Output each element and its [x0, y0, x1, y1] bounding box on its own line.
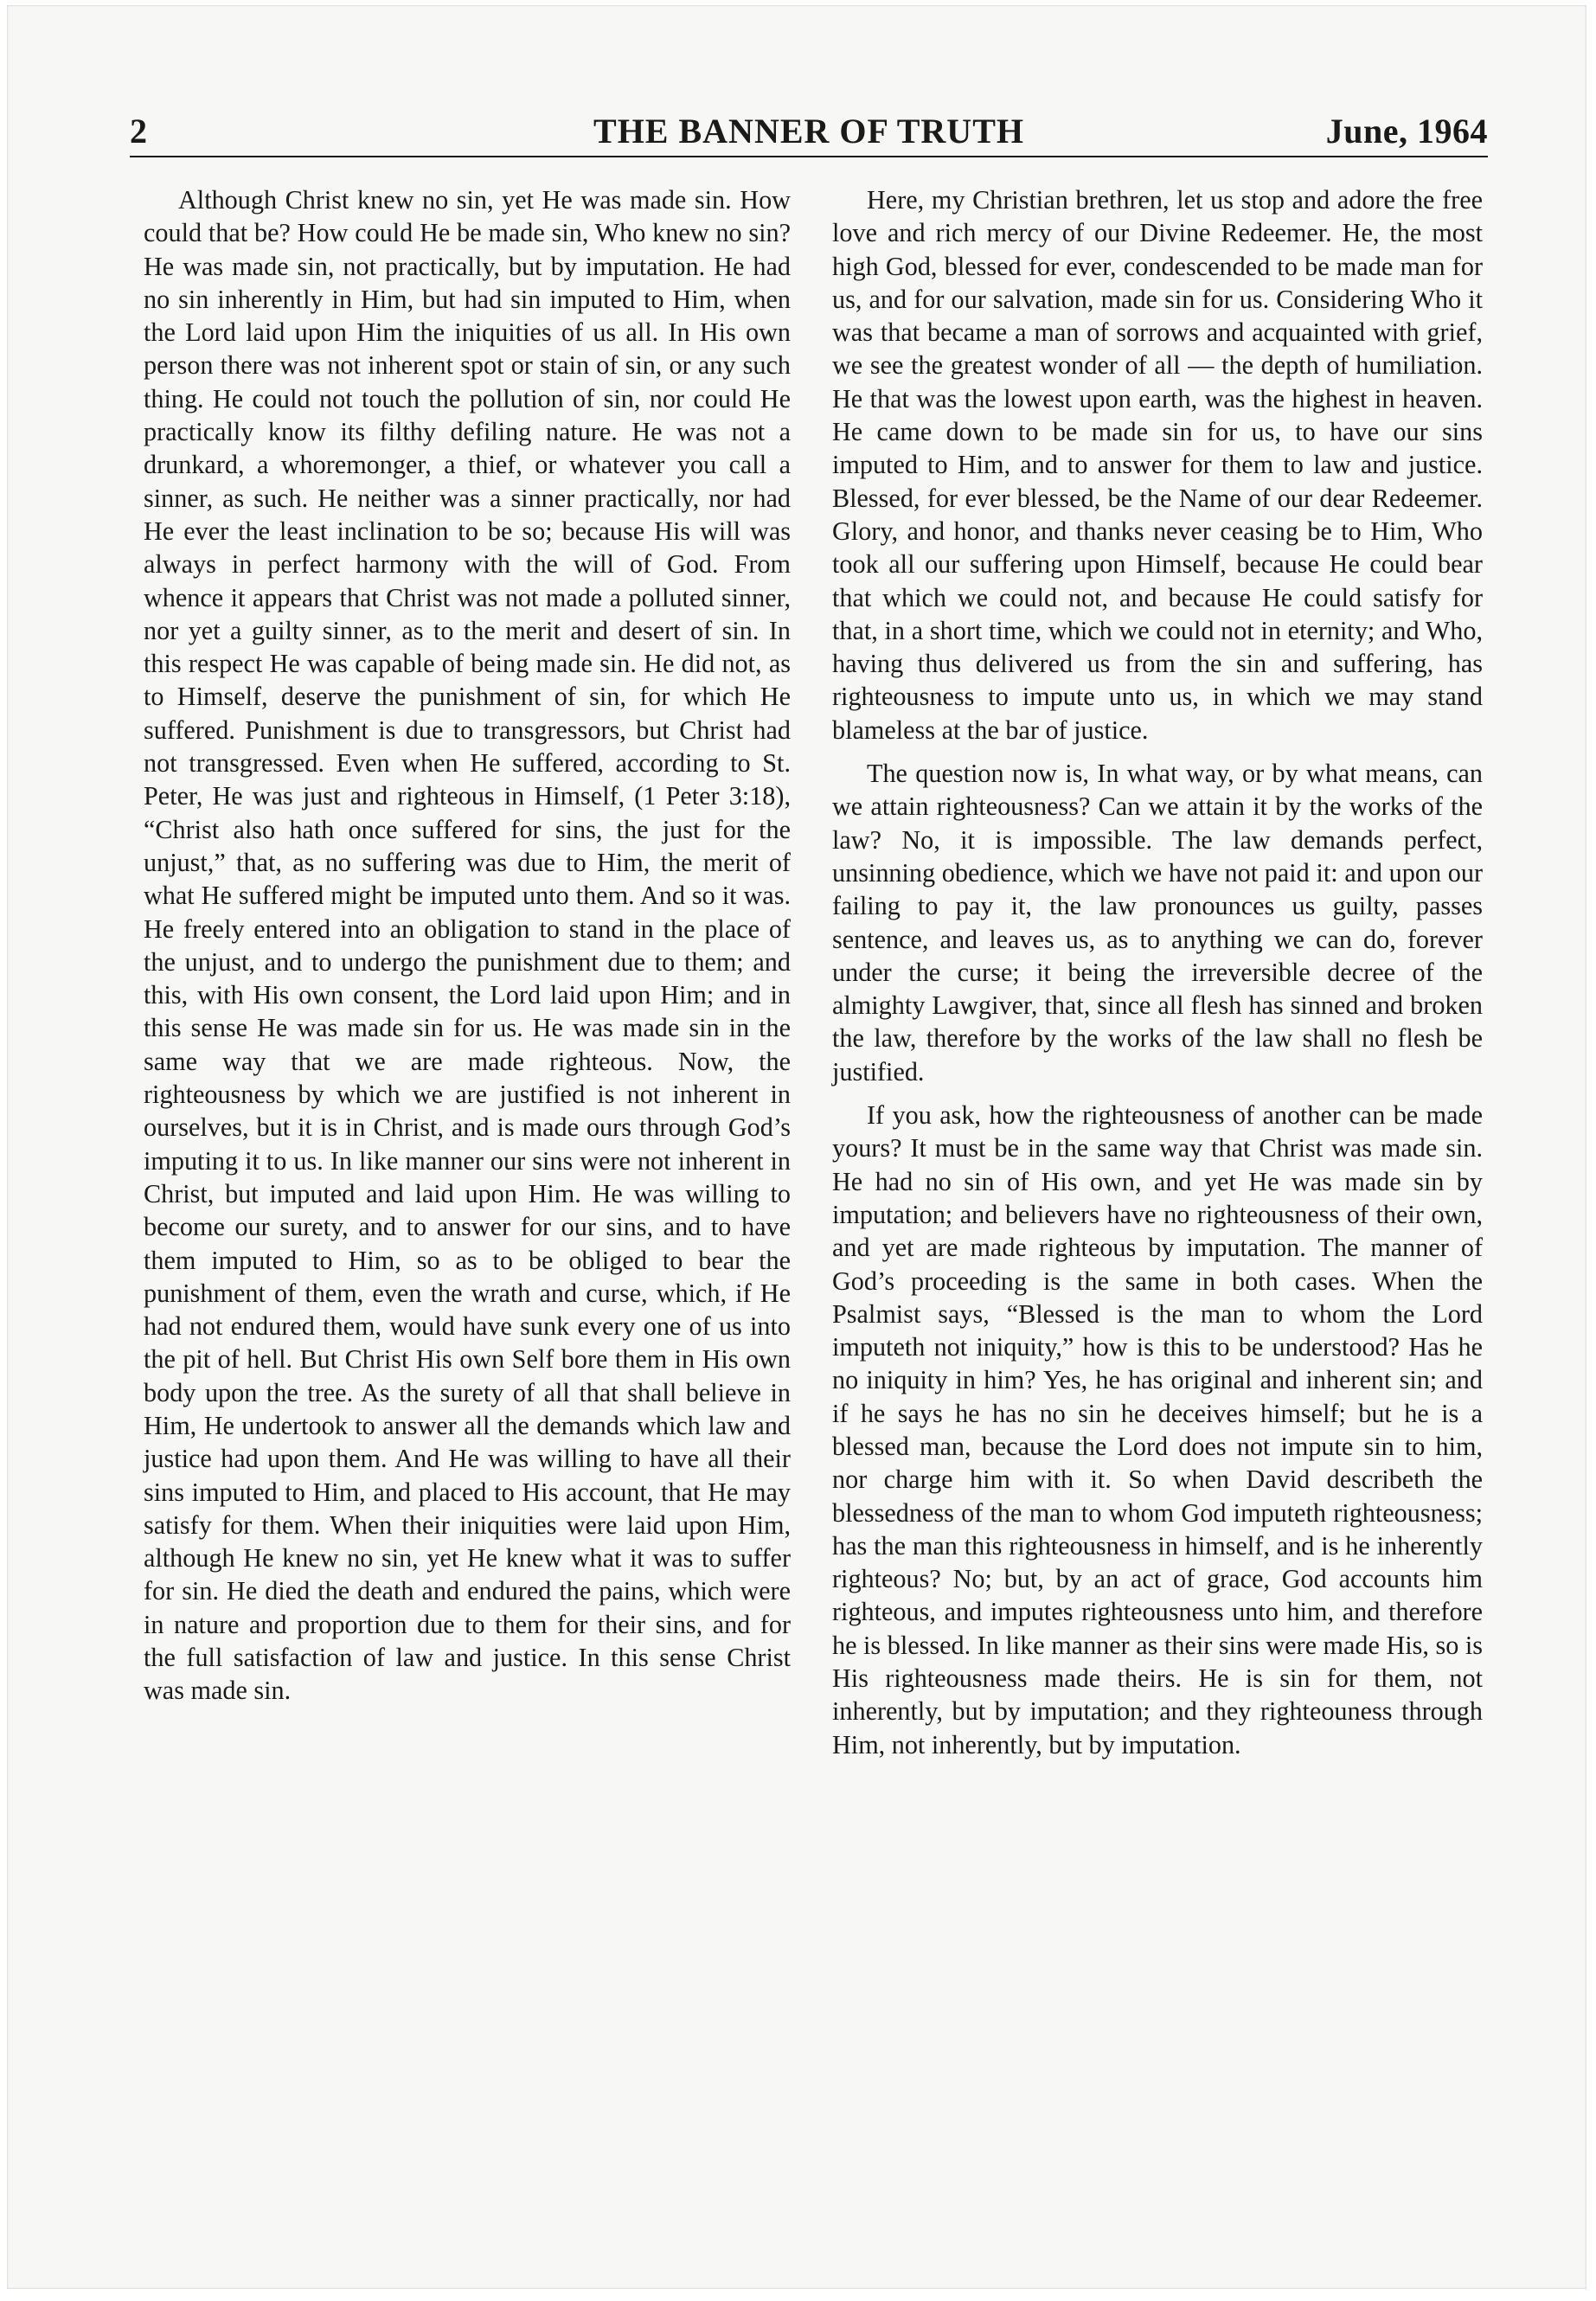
page-number: 2	[130, 112, 148, 151]
header-rule	[130, 156, 1488, 157]
running-header	[130, 111, 1488, 161]
right-column	[832, 183, 1483, 1761]
journal-title: THE BANNER OF TRUTH	[593, 112, 1024, 151]
paragraph: If you ask, how the righteousness of another can be made yours? It must be in the same way that Christ was made sin. He had no sin of His own, and yet He was made sin by imputation; and believers have no righteousness of their own, and yet are made righteous by imputation. The manner of God’s proceeding is the same in both cases. When the Psalmist says, “Blessed is the man to whom the Lord imputeth not iniquity,” how is this to be understood? Has he no iniquity in him? Yes, he has original and inherent sin; and if he says he has no sin he deceives himself; but he is a blessed man, because the Lord does not impute sin to him, nor charge him with it. So when David describeth the blessedness of the man to whom God imputeth righteousness; has the man this righteousness in himself, and is he inherently righteous? No; but, by an act of grace, God accounts him righteous, and imputes righteousness unto him, and therefore he is blessed. In like manner as their sins were made His, so is His righteousness made theirs. He is sin for them, not inherently, but by imputation; and they righteouness through Him, not inherently, but by imputation.	[832, 1100, 1484, 1759]
paragraph: Here, my Christian brethren, let us stop and adore the free love and rich mercy of our Divine Redeemer. He, the most high God, blessed for ever, condescended to be made man for us, and for our salvation, made sin for us. Considering Who it was that became a man of sorrows and acquainted with grief, we see the greatest wonder of all — the depth of humiliation. He that was the lowest upon earth, was the highest in heaven. He came down to be made sin for us, to have our sins imputed to Him, and to answer for them to law and justice. Blessed, for ever blessed, be the Name of our dear Redeemer. Glory, and honor, and thanks never ceasing be to Him, Who took all our suffering upon Himself, because He could bear that which we could not, and because He could satisfy for that, in a short time, which we could not in eternity; and Who, having thus delivered us from the sin and suffering, has righteousness to impute unto us, in which we may stand blameless at the bar of justice.	[832, 185, 1483, 745]
paragraph: The question now is, In what way, or by what means, can we attain righteousness? Can we attain it by the works of the law? No, it is impossible. The law demands perfect, unsinning obedience, which we have not paid it: and upon our failing to pay it, the law pronounces us guilty, passes sentence, and leaves us, as to anything we can do, forever under the curse; it being the irreversible decree of the almighty Lawgiver, that, since all flesh has sinned and broken the law, therefore by the works of the law shall no flesh be justified.	[832, 759, 1483, 1086]
issue-date: June, 1964	[1325, 112, 1488, 151]
paragraph: Although Christ knew no sin, yet He was made sin. How could that be? How could He be made sin, Who knew no sin? He was made sin, not practically, but by imputation. He had no sin inherently in Him, but had sin imputed to Him, when the Lord laid upon Him the iniquities of us all. In His own person there was not inherent spot or stain of sin, or any such thing. He could not touch the pollution of sin, nor could He practically know its filthy defiling nature. He was not a drunkard, a whoremonger, a thief, or whatever you call a sinner, as such. He neither was a sinner practically, nor had He ever the least inclination to be so; because His will was always in perfect harmony with the will of God. From whence it appears that Christ was not made a polluted sinner, nor yet a guilty sinner, as to the merit and desert of sin. In this respect He was capable of being made sin. He did not, as to Himself, deserve the punishment of sin, for which He suffered. Punishment is due to transgressors, but Christ had not transgressed. Even when He suffered, according to St. Peter, He was just and righteous in Himself, (1 Peter 3:18), “Christ also hath once suffered for sins, the just for the unjust,” that, as no suffering was due to Him, the merit of what He suffered might be imputed unto them. And so it was. He freely entered into an obligation to stand in the place of the unjust, and to undergo the punishment due to them; and this, with His own consent, the Lord laid upon Him; and in this sense He was made sin for us. He was made sin in the same way that we are made righteous. Now, the righteousness by which we are justified is not inherent in ourselves, but it is in Christ, and is made ours through God’s imputing it to us. In like manner our sins were not inherent in Christ, but imputed and laid upon Him. He was willing to become our surety, and to answer for our sins, and to have them imputed to Him, so as to be obliged to bear the punishment of them, even the wrath and curse, which, if He had not endured them, would have sunk every one of us into the pit of hell. But Christ His own Self bore them in His own body upon the tree. As the surety of all that shall believe in Him, He undertook to answer all the demands which law and justice had upon them. And He was willing to have all their sins imputed to Him, and placed to His account, that He may satisfy for them. When their iniquities were laid upon Him, although He knew no sin, yet He knew what it was to suffer for sin. He died the death and endured the pains, which were in nature and proportion due to them for their sins, and for the full satisfaction of law and justice. In this sense Christ was made sin.	[144, 185, 791, 1706]
left-column	[144, 183, 791, 1708]
